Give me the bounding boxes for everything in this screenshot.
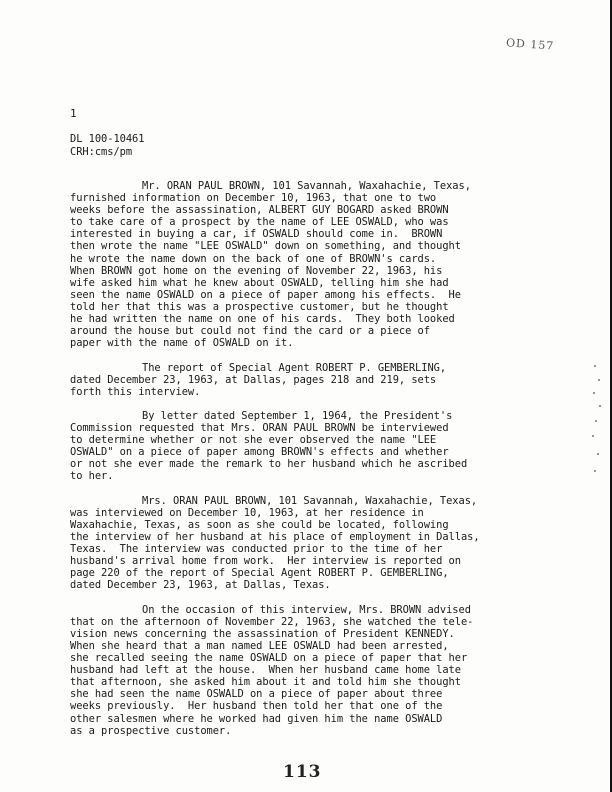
text-line: On the occasion of this interview, Mrs. BROWN advised xyxy=(142,603,471,616)
text-line: When she heard that a man named LEE OSWALD had been arrested, xyxy=(70,639,449,652)
text-line: he wrote the name down on the back of one of BROWN's cards. xyxy=(70,252,437,265)
text-line: as a prospective customer. xyxy=(70,724,232,737)
text-line: or not she ever made the remark to her husband which he ascribed xyxy=(70,458,468,471)
text-line: to determine whether or not she ever observed the name "LEE xyxy=(70,434,437,447)
text-line: the interview of her husband at his place of employment in Dallas, xyxy=(70,531,480,543)
text-line: By letter dated September 1, 1964, the President's xyxy=(142,409,453,422)
text-line: wife asked him what he knew about OSWALD, telling him she had xyxy=(70,276,449,289)
paragraph xyxy=(70,495,520,592)
text-line: to her. xyxy=(70,470,114,483)
text-line: that afternoon, she asked him about it and told him she thought xyxy=(70,676,461,689)
text-line: that on the afternoon of November 22, 1963, she watched the tele- xyxy=(70,615,474,628)
text-line: When BROWN got home on the evening of November 22, 1963, his xyxy=(70,264,443,277)
text-line: was interviewed on December 10, 1963, at her residence in xyxy=(70,506,424,519)
text-line: furnished information on December 10, 1963, that one to two xyxy=(70,192,437,205)
text-line: he had written the name on one of his cards. They both looked xyxy=(70,313,455,326)
exhibit-page-number: 113 xyxy=(283,762,322,782)
text-line: husband had left at the house. When her husband came home late xyxy=(70,664,461,677)
text-line: Waxahachie, Texas, as soon as she could be located, following xyxy=(70,518,449,531)
file-number: DL 100-10461 xyxy=(70,133,145,145)
text-line: she recalled seeing the name OSWALD on a piece of paper that her xyxy=(70,652,468,665)
text-line: seen the name OSWALD on a piece of paper among his effects. He xyxy=(70,288,461,301)
text-line: Texas. The interview was conducted prior to the time of her xyxy=(70,543,443,556)
text-line: she had seen the name OSWALD on a piece of paper about three xyxy=(70,688,443,701)
paragraph xyxy=(70,410,520,483)
text-line: dated December 23, 1963, at Dallas, Texas. xyxy=(70,579,331,592)
text-line: then wrote the name "LEE OSWALD" down on something, and thought xyxy=(70,240,461,253)
text-line: weeks before the assassination, ALBERT GUY BOGARD asked BROWN xyxy=(70,204,449,217)
text-line: around the house but could not find the card or a piece of xyxy=(70,325,430,338)
text-line: other salesmen where he worked had given him the name OSWALD xyxy=(70,712,443,725)
file-reference xyxy=(70,133,144,159)
document-body xyxy=(70,180,520,749)
text-line: page 220 of the report of Special Agent ROBERT P. GEMBERLING, xyxy=(70,567,449,580)
text-line: paper with the name of OSWALD on it. xyxy=(70,337,294,350)
handwritten-mark: OD 157 xyxy=(505,36,555,53)
text-line: dated December 23, 1963, at Dallas, pages 218 and 219, sets xyxy=(70,373,437,386)
text-line: Commission requested that Mrs. ORAN PAUL BROWN be interviewed xyxy=(70,422,449,435)
text-line: told her that this was a prospective customer, but he thought xyxy=(70,300,449,313)
text-line: forth this interview. xyxy=(70,385,201,398)
text-line: interested in buying a car, if OSWALD should come in. BROWN xyxy=(70,228,443,241)
page-number: 1 xyxy=(70,107,77,120)
text-line: vision news concerning the assassination of President KENNEDY. xyxy=(70,627,455,640)
text-line: husband's arrival home from work. Her interview is reported on xyxy=(70,555,461,568)
paragraph xyxy=(70,362,520,398)
text-line: Mr. ORAN PAUL BROWN, 101 Savannah, Waxahachie, Texas, xyxy=(142,180,471,192)
paragraph xyxy=(70,604,520,737)
text-line: to take care of a prospect by the name of LEE OSWALD, who was xyxy=(70,216,449,229)
text-line: OSWALD" on a piece of paper among BROWN's effects and whether xyxy=(70,446,449,459)
text-line: Mrs. ORAN PAUL BROWN, 101 Savannah, Waxahachie, Texas, xyxy=(142,494,478,507)
scan-specks xyxy=(590,365,604,485)
initials-line: CRH:cms/pm xyxy=(70,146,133,158)
text-line: weeks previously. Her husband then told her that one of the xyxy=(70,700,443,713)
text-line: The report of Special Agent ROBERT P. GEMBERLING, xyxy=(142,361,447,374)
paragraph xyxy=(70,180,520,349)
